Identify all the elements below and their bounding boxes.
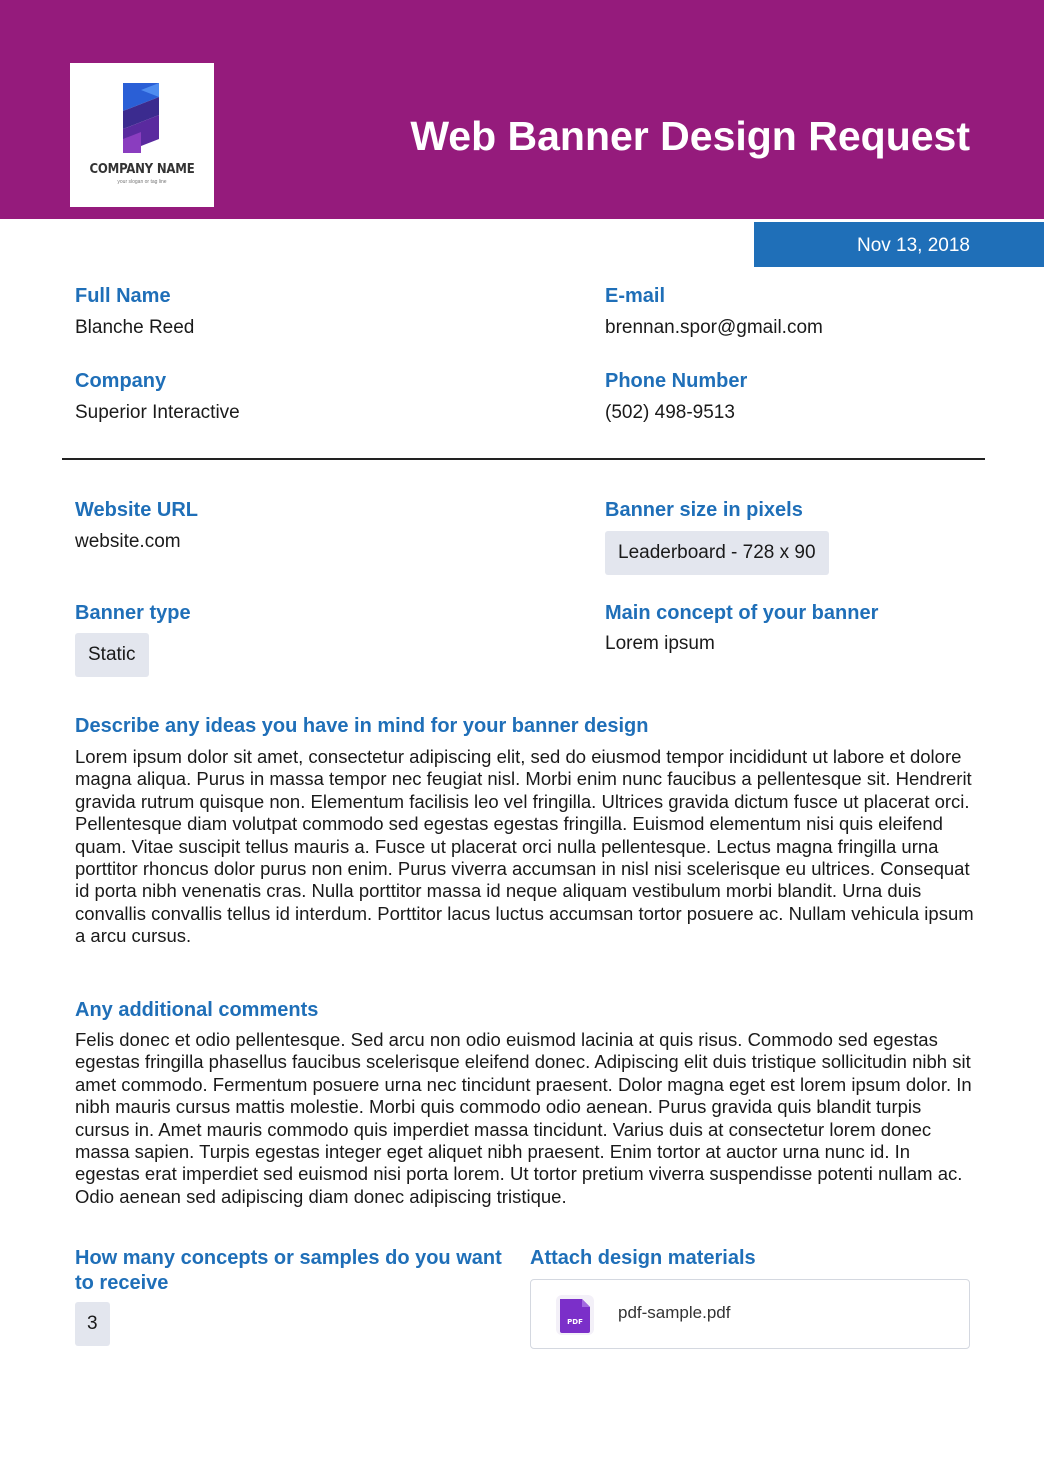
concepts-count-value: 3 (75, 1302, 110, 1346)
full-name-label: Full Name (75, 285, 171, 307)
concepts-count-label-line1: How many concepts or samples do you want (75, 1247, 502, 1269)
banner-size-value: Leaderboard - 728 x 90 (605, 531, 829, 575)
company-logo (70, 63, 214, 207)
banner-size-label: Banner size in pixels (605, 499, 803, 521)
attachments-label: Attach design materials (530, 1247, 756, 1269)
main-concept-value: Lorem ipsum (605, 633, 715, 654)
company-value: Superior Interactive (75, 402, 240, 423)
phone-value: (502) 498-9513 (605, 402, 735, 423)
attachment-file-card[interactable] (530, 1279, 970, 1349)
full-name-value: Blanche Reed (75, 317, 195, 338)
company-label: Company (75, 370, 167, 392)
logo-tagline: your slogan or tag line (117, 179, 167, 185)
attachment-file-name[interactable]: pdf-sample.pdf (618, 1303, 731, 1322)
website-url-label: Website URL (75, 499, 198, 521)
concepts-count-label-line2: to receive (75, 1272, 169, 1294)
comments-text: Felis donec et odio pellentesque. Sed arcu non odio euismod lacinia at quis risus. Commodo sed egestas egestas fringilla phasellus faucibus scelerisque eleifend donec. Adipiscing elit duis tristique sollicitudin nibh sit amet commodo. Fermentum posuere urna nec tincidunt praesent. Dolor magna eget est lorem ipsum dolor. In nibh mauris cursus mattis molestie. Morbi quis commodo odio aenean. Purus gravida quis blandit turpis cursus in. Amet mauris commodo quis imperdiet massa tincidunt. Varius duis at consectetur lorem donec massa sapien. Turpis egestas integer eget aliquet nibh praesent. Enim tortor at auctor urna nunc id. In egestas erat imperdiet sed euismod nisi porta lorem. Ut tortor pretium viverra suspendisse potenti nullam ac. Odio aenean sed adipiscing diam donec adipiscing tristique. (75, 1029, 972, 1207)
page-title: Web Banner Design Request (410, 113, 970, 159)
pdf-badge-text: PDF (567, 1318, 583, 1326)
pdf-file-icon (556, 1295, 594, 1335)
comments-label: Any additional comments (75, 999, 319, 1021)
main-concept-label: Main concept of your banner (605, 602, 879, 624)
submission-date: Nov 13, 2018 (856, 235, 970, 256)
ideas-label: Describe any ideas you have in mind for your banner design (75, 715, 649, 737)
ideas-text: Lorem ipsum dolor sit amet, consectetur adipiscing elit, sed do eiusmod tempor incididunt ut labore et dolore magna aliqua. Purus in massa tempor nec feugiat nisl. Morbi enim nunc faucibus a pellentesque sit. Hendrerit gravida rutrum quisque non. Elementum facilisis leo vel fringilla. Ultrices gravida dictum fusce ut placerat orci. Pellentesque diam volutpat commodo sed egestas egestas fringilla. Euismod elementum nisi quis eleifend quam. Vitae suscipit tellus mauris a. Fusce ut placerat orci nulla pellentesque. Lectus magna fringilla urna porttitor rhoncus dolor purus non enim. Purus viverra accumsan in nisl nisi scelerisque eu ultrices. Consequat id porta nibh venenatis cras. Nulla porttitor massa id neque aliquam vestibulum morbi blandit. Urna duis convallis convallis tellus id interdum. Porttitor lacus luctus accumsan tortor posuere ac. Nullam vehicula ipsum a arcu cursus. (75, 746, 974, 947)
website-url-value: website.com (75, 531, 181, 552)
section-divider (62, 458, 985, 460)
email-label: E-mail (605, 285, 666, 307)
header-banner (0, 0, 1044, 219)
banner-type-value: Static (75, 633, 149, 677)
logo-mark-icon (119, 83, 165, 153)
logo-company-name: COMPANY NAME (89, 162, 195, 177)
email-value: brennan.spor@gmail.com (605, 317, 823, 338)
banner-type-label: Banner type (75, 602, 191, 624)
phone-label: Phone Number (605, 370, 748, 392)
